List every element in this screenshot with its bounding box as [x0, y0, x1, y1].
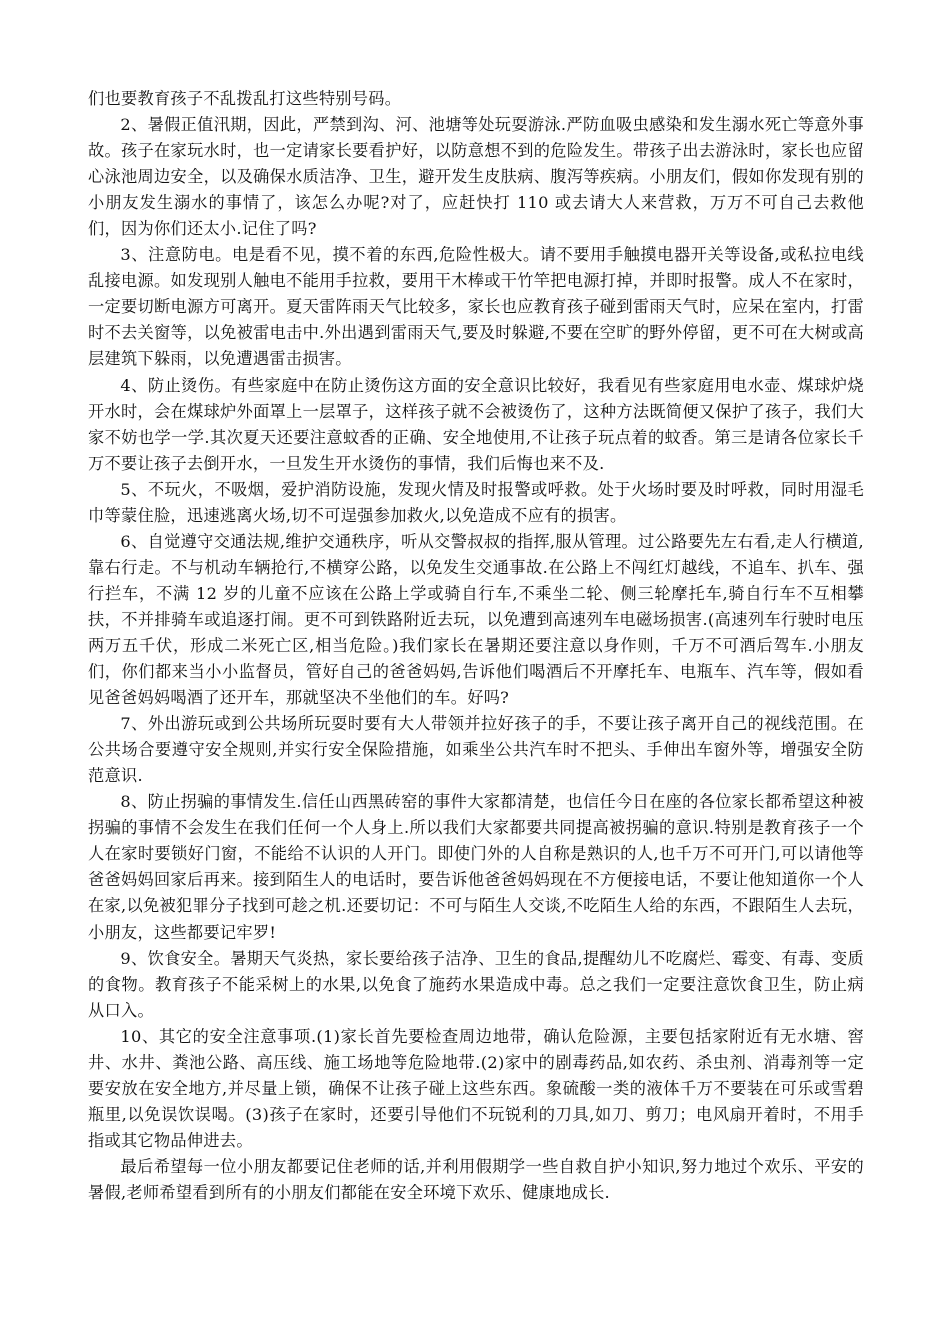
document-body [88, 86, 864, 1206]
paragraph-closing: 最后希望每一位小朋友都要记住老师的话,并利用假期学一些自救自护小知识,努力地过个欢乐、平安的暑假,老师希望看到所有的小朋友们都能在安全环境下欢乐、健康地成长. [88, 1156, 864, 1202]
paragraph-4-burn-prevention: 4、防止烫伤。有些家庭中在防止烫伤这方面的安全意识比较好，我看见有些家庭用电水壶、煤球炉烧开水时，会在煤球炉外面罩上一层罩子，这样孩子就不会被烫伤了，这种方法既简便又保护了孩子，我们大家不妨也学一学.其次夏天还要注意蚊香的正确、安全地使用,不让孩子玩点着的蚊香。第三是请各位家长千万不要让孩子去倒开水，一旦发生开水烫伤的事情，我们后悔也来不及. [88, 375, 864, 473]
paragraph-continuation: 们也要教育孩子不乱拨乱打这些特别号码。 [88, 89, 402, 108]
paragraph-6-traffic-safety: 6、自觉遵守交通法规,维护交通秩序，听从交警叔叔的指挥,服从管理。过公路要先左右看,走人行横道,靠右行走。不与机动车辆抢行,不横穿公路，以免发生交通事故.在公路上不闯红灯越线，不追车、扒车、强行拦车，不满 12 岁的儿童不应该在公路上学或骑自行车,不乘坐二轮、侧三轮摩托车,骑自行车不互相攀扶，不并排骑车或追逐打闹。更不可到铁路附近去玩，以免遭到高速列车电磁场损害.(高速列车行驶时电压两万五千伏，形成二米死亡区,相当危险。)我们家长在暑期还要注意以身作则，千万不可酒后驾车.小朋友们，你们都来当小小监督员，管好自己的爸爸妈妈,告诉他们喝酒后不开摩托车、电瓶车、汽车等，假如看见爸爸妈妈喝酒了还开车，那就坚决不坐他们的车。好吗? [88, 531, 864, 708]
paragraph-8-abduction-prevention: 8、防止拐骗的事情发生.信任山西黑砖窑的事件大家都清楚，也信任今日在座的各位家长都希望这种被拐骗的事情不会发生在我们任何一个人身上.所以我们大家都要共同提高被拐骗的意识.特别是教育孩子一个人在家时要锁好门窗，不能给不认识的人开门。即使门外的人自称是熟识的人,也千万不可开门,可以请他等爸爸妈妈回家后再来。接到陌生人的电话时，要告诉他爸爸妈妈现在不方便接电话，不要让他知道你一个人在家,以免被犯罪分子找到可趁之机.还要切记：不可与陌生人交谈,不吃陌生人给的东西，不跟陌生人去玩，小朋友，这些都要记牢罗! [88, 792, 864, 942]
paragraph-7-public-places: 7、外出游玩或到公共场所玩耍时要有大人带领并拉好孩子的手，不要让孩子离开自己的视线范围。在公共场合要遵守安全规则,并实行安全保险措施，如乘坐公共汽车时不把头、手伸出车窗外等，增强安全防范意识. [88, 714, 864, 786]
paragraph-3-electrical-safety: 3、注意防电。电是看不见，摸不着的东西,危险性极大。请不要用手触摸电器开关等设备,或私拉电线乱接电源。如发现别人触电不能用手拉救，要用干木棒或干竹竿把电源打掉，并即时报警。成人不在家时，一定要切断电源方可离开。夏天雷阵雨天气比较多，家长也应教育孩子碰到雷雨天气时，应呆在室内，打雷时不去关窗等，以免被雷电击中.外出遇到雷雨天气,要及时躲避,不要在空旷的野外停留，更不可在大树或高层建筑下躲雨，以免遭遇雷击损害。 [88, 245, 864, 369]
paragraph-9-food-safety: 9、饮食安全。暑期天气炎热，家长要给孩子洁净、卫生的食品,提醒幼儿不吃腐烂、霉变、有毒、变质的食物。教育孩子不能采树上的水果,以免食了施药水果造成中毒。总之我们一定要注意饮食卫生，防止病从口入。 [88, 948, 864, 1020]
paragraph-2-swimming-safety: 2、暑假正值汛期，因此，严禁到沟、河、池塘等处玩耍游泳.严防血吸虫感染和发生溺水死亡等意外事故。孩子在家玩水时，也一定请家长要看护好，以防意想不到的危险发生。带孩子出去游泳时，家长也应留心泳池周边安全，以及确保水质洁净、卫生，避开发生皮肤病、腹泻等疾病。小朋友们，假如你发现有别的小朋友发生溺水的事情了，该怎么办呢?对了，应赶快打 110 或去请大人来营救，万万不可自己去救他们，因为你们还太小.记住了吗? [88, 115, 864, 239]
paragraph-10-other-safety: 10、其它的安全注意事项.(1)家长首先要检查周边地带，确认危险源，主要包括家附近有无水塘、窖井、水井、粪池公路、高压线、施工场地等危险地带.(2)家中的剧毒药品,如农药、杀虫剂、消毒剂等一定要安放在安全地方,并尽量上锁，确保不让孩子碰上这些东西。象硫酸一类的液体千万不要装在可乐或雪碧瓶里,以免误饮误喝。(3)孩子在家时，还要引导他们不玩锐利的刀具,如刀、剪刀；电风扇开着时，不用手指或其它物品伸进去。 [88, 1026, 864, 1150]
paragraph-5-fire-safety: 5、不玩火，不吸烟，爱护消防设施，发现火情及时报警或呼救。处于火场时要及时呼救，同时用湿毛巾等蒙住脸，迅速逃离火场,切不可逞强参加救火,以免造成不应有的损害。 [88, 479, 864, 525]
